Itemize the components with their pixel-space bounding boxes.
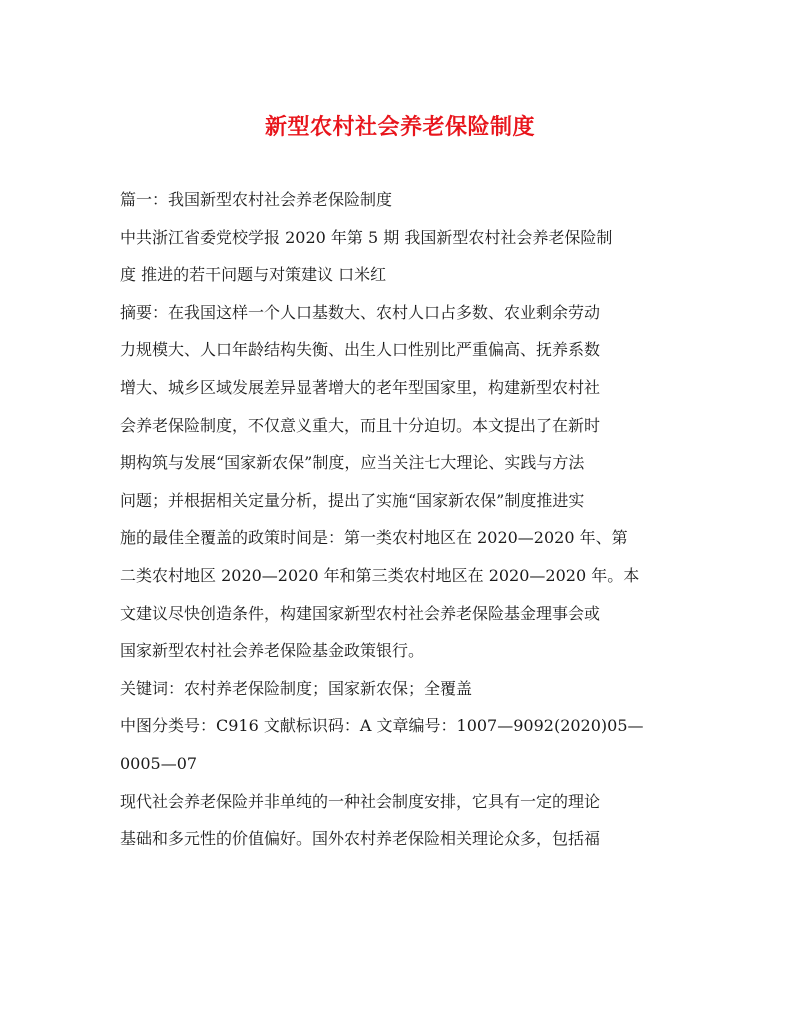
document-body xyxy=(120,181,690,858)
text-line: 中共浙江省委党校学报 2020 年第 5 期 我国新型农村社会养老保险制 xyxy=(120,227,613,247)
text-line: 增大、城乡区域发展差异显著增大的老年型国家里，构建新型农村社 xyxy=(120,377,601,397)
text-line: 基础和多元性的价值偏好。国外农村养老保险相关理论众多，包括福 xyxy=(120,829,601,849)
text-line: 摘要：在我国这样一个人口基数大、农村人口占多数、农业剩余劳动 xyxy=(120,302,601,322)
text-line: 会养老保险制度，不仅意义重大，而且十分迫切。本文提出了在新时 xyxy=(120,415,601,435)
text-line: 中图分类号：C916 文献标识码：A 文章编号：1007—9092(2020)05— xyxy=(120,716,644,736)
text-line: 关键词：农村养老保险制度；国家新农保；全覆盖 xyxy=(120,678,473,698)
text-line: 度 推进的若干问题与对策建议 口米红 xyxy=(120,265,387,285)
text-line: 国家新型农村社会养老保险基金政策银行。 xyxy=(120,641,425,661)
text-line: 施的最佳全覆盖的政策时间是：第一类农村地区在 2020—2020 年、第 xyxy=(120,528,628,548)
text-line: 二类农村地区 2020—2020 年和第三类农村地区在 2020—2020 年。本 xyxy=(120,565,640,585)
text-line: 力规模大、人口年龄结构失衡、出生人口性别比严重偏高、抚养系数 xyxy=(120,340,601,360)
text-line: 期构筑与发展“国家新农保”制度，应当关注七大理论、实践与方法 xyxy=(120,453,585,473)
document-title: 新型农村社会养老保险制度 xyxy=(264,114,535,140)
text-line: 0005—07 xyxy=(120,753,198,773)
text-line: 现代社会养老保险并非单纯的一种社会制度安排，它具有一定的理论 xyxy=(120,791,601,811)
text-line: 问题；并根据相关定量分析，提出了实施“国家新农保”制度推进实 xyxy=(120,490,585,510)
text-line: 篇一：我国新型农村社会养老保险制度 xyxy=(120,190,393,209)
text-line: 文建议尽快创造条件，构建国家新型农村社会养老保险基金理事会或 xyxy=(120,603,601,623)
